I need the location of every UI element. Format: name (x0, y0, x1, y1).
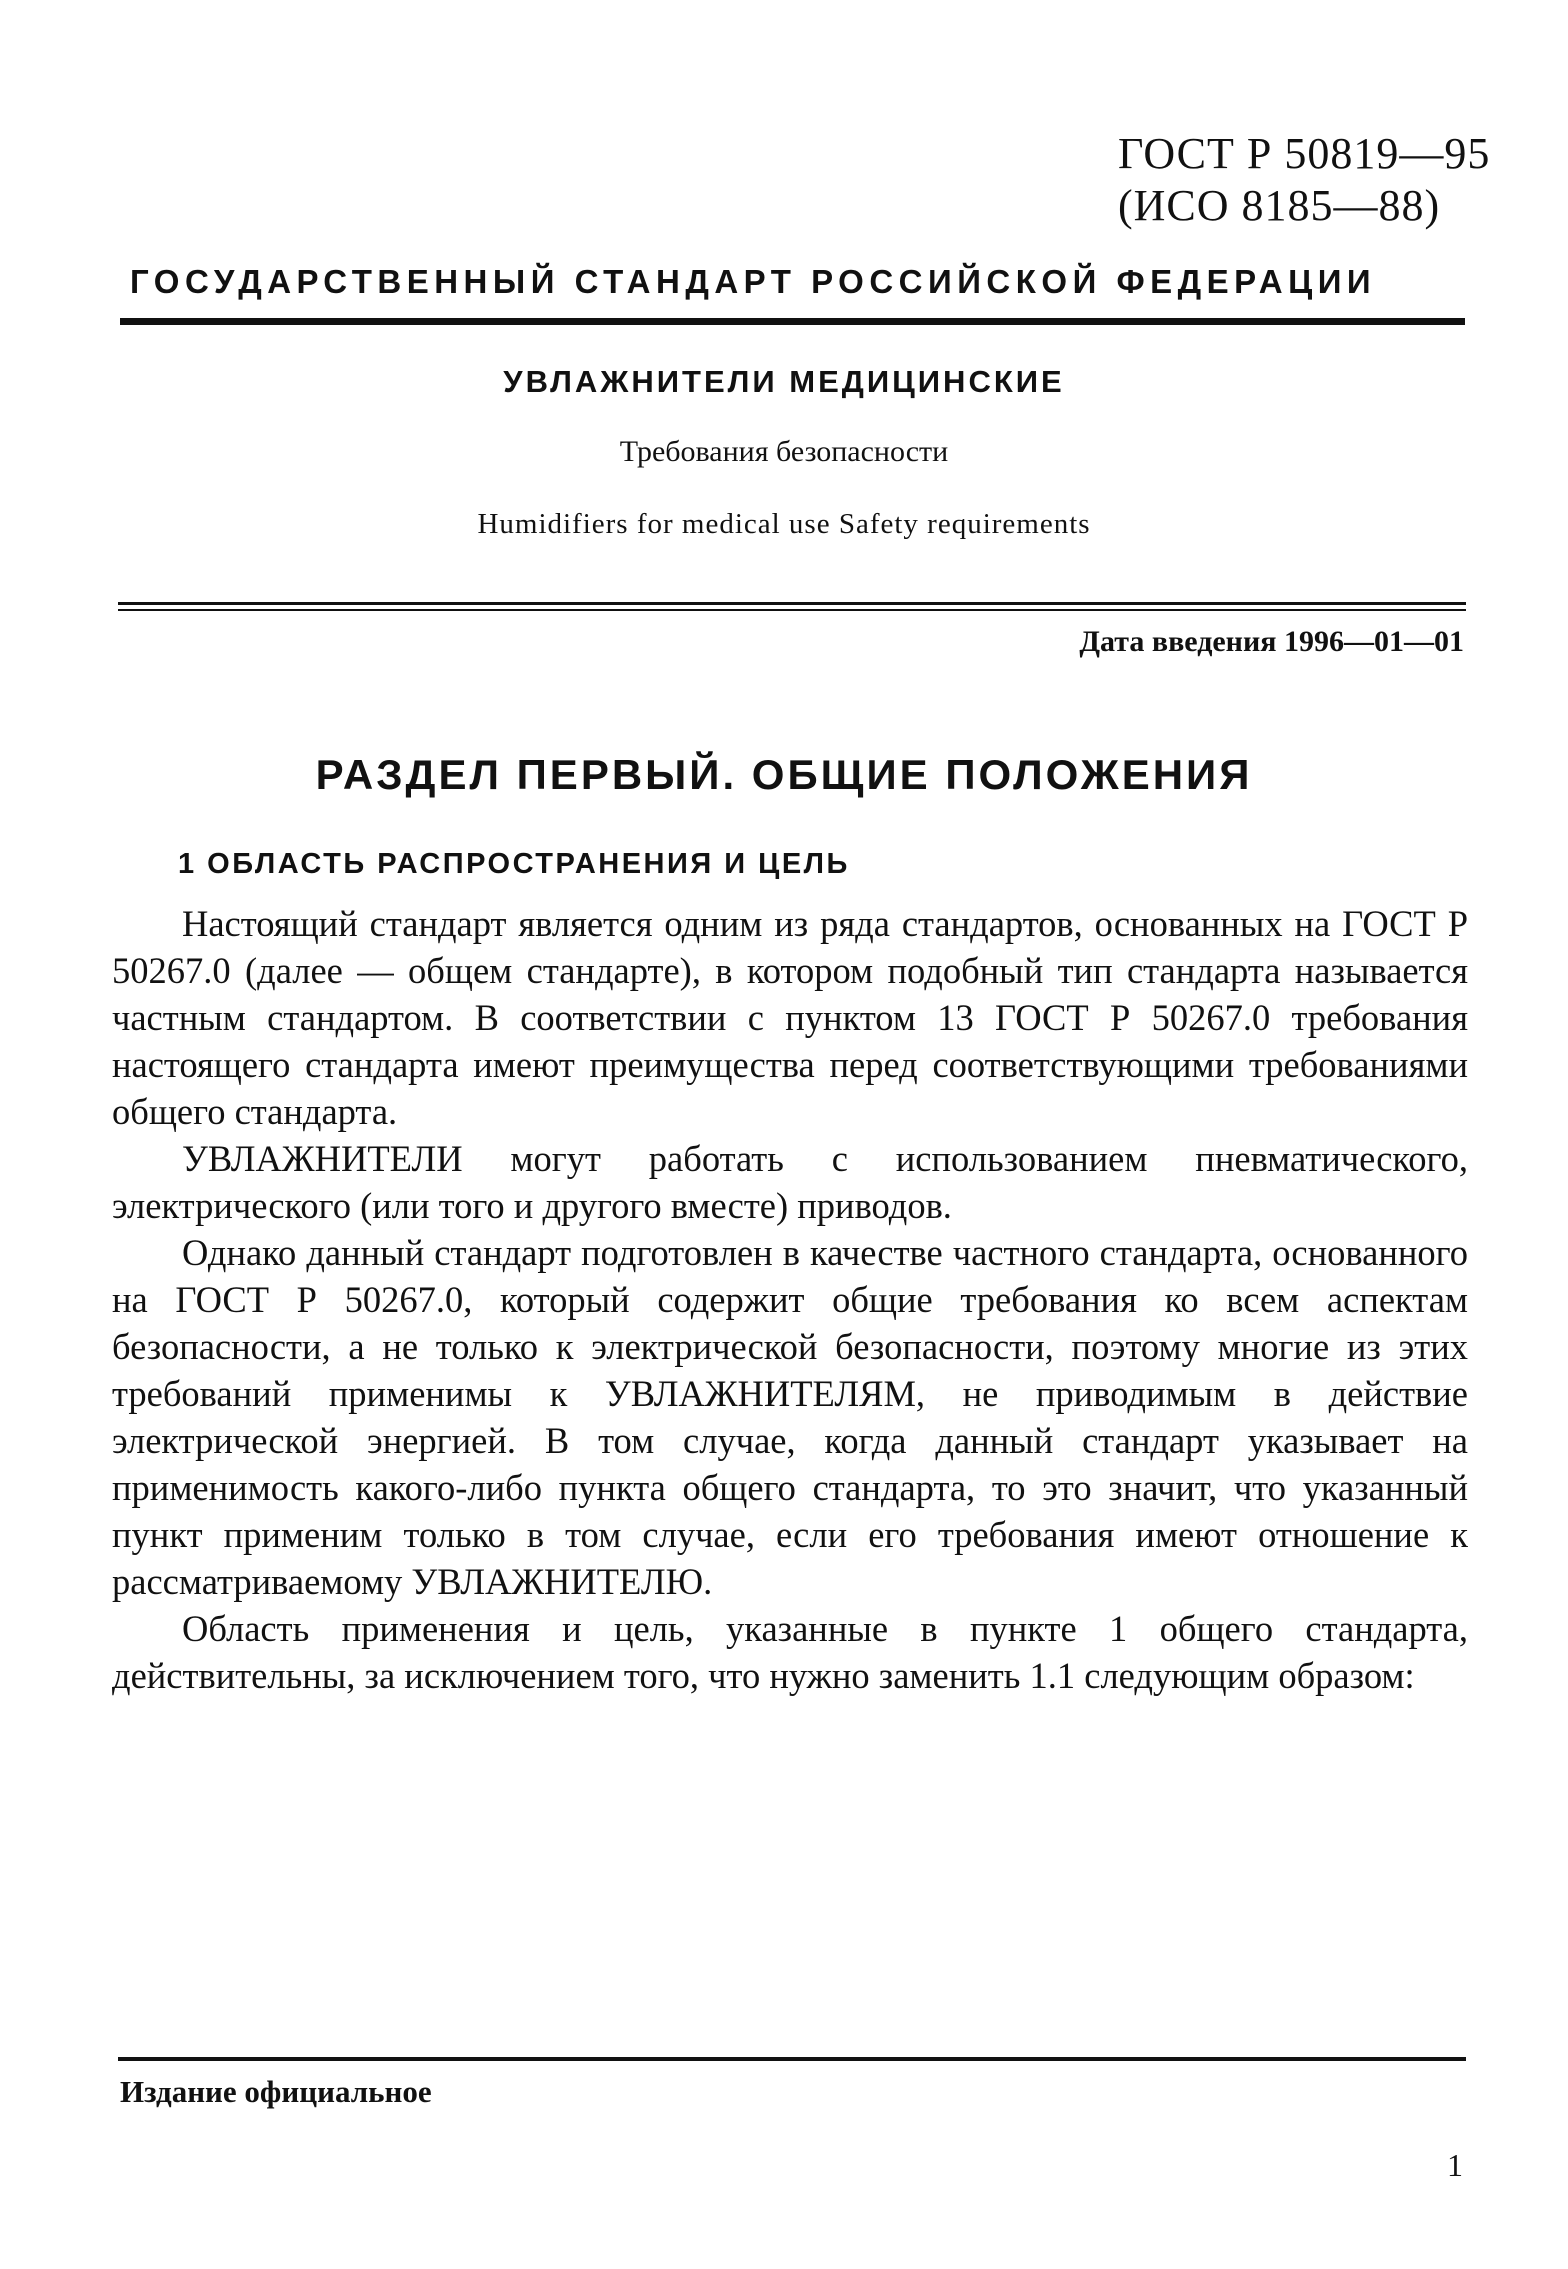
document-title: УВЛАЖНИТЕЛИ МЕДИЦИНСКИЕ (503, 364, 1065, 399)
paragraph: УВЛАЖНИТЕЛИ могут работать с использованием пневматического, электрического (или того и другого вместе) приводов. (112, 1138, 1468, 1226)
paragraph: Область применения и цель, указанные в пункте 1 общего стандарта, действительны, за исключением того, что нужно заменить 1.1 следующим образом: (112, 1608, 1468, 1696)
header-divider (120, 318, 1465, 325)
gost-number: ГОСТ Р 50819—95 (1118, 129, 1491, 178)
introduction-date: Дата введения 1996—01—01 (1079, 625, 1464, 658)
paragraph: Настоящий стандарт является одним из ряда стандартов, основанных на ГОСТ Р 50267.0 (далее — общем стандарте), в котором подобный тип стандарта называется частным стандартом. В соответствии с пунктом 13 ГОСТ Р 50267.0 требования настоящего стандарта имеют преимущества перед соответствующими требованиями общего стандарта. (112, 903, 1468, 1132)
document-subtitle-ru: Требования безопасности (619, 435, 949, 468)
title-divider-bottom (118, 609, 1466, 611)
edition-note: Издание официальное (120, 2074, 432, 2109)
section-heading: РАЗДЕЛ ПЕРВЫЙ. ОБЩИЕ ПОЛОЖЕНИЯ (315, 751, 1253, 798)
title-divider-top (118, 602, 1466, 605)
clause-heading: 1 ОБЛАСТЬ РАСПРОСТРАНЕНИЯ И ЦЕЛЬ (178, 848, 850, 880)
state-standard-heading: ГОСУДАРСТВЕННЫЙ СТАНДАРТ РОССИЙСКОЙ ФЕДЕРАЦИИ (130, 263, 1377, 300)
body-text (112, 900, 1468, 1699)
paragraph: Однако данный стандарт подготовлен в качестве частного стандарта, основанного на ГОСТ Р 50267.0, который содержит общие требования ко всем аспектам безопасности, а не только к электрической безопасности, поэтому многие из этих требований применимы к УВЛАЖНИТЕЛЯМ, не приводимым в действие электрической энергией. В том случае, когда данный стандарт указывает на применимость какого-либо пункта общего стандарта, то это значит, что указанный пункт применим только в том случае, если его требования имеют отношение к рассматриваемому УВЛАЖНИТЕЛЮ. (112, 1232, 1468, 1602)
page-number: 1 (1447, 2147, 1463, 2183)
iso-number: (ИСО 8185—88) (1118, 181, 1441, 230)
footer-divider (118, 2057, 1466, 2061)
document-subtitle-en: Humidifiers for medical use Safety requirements (477, 508, 1091, 540)
